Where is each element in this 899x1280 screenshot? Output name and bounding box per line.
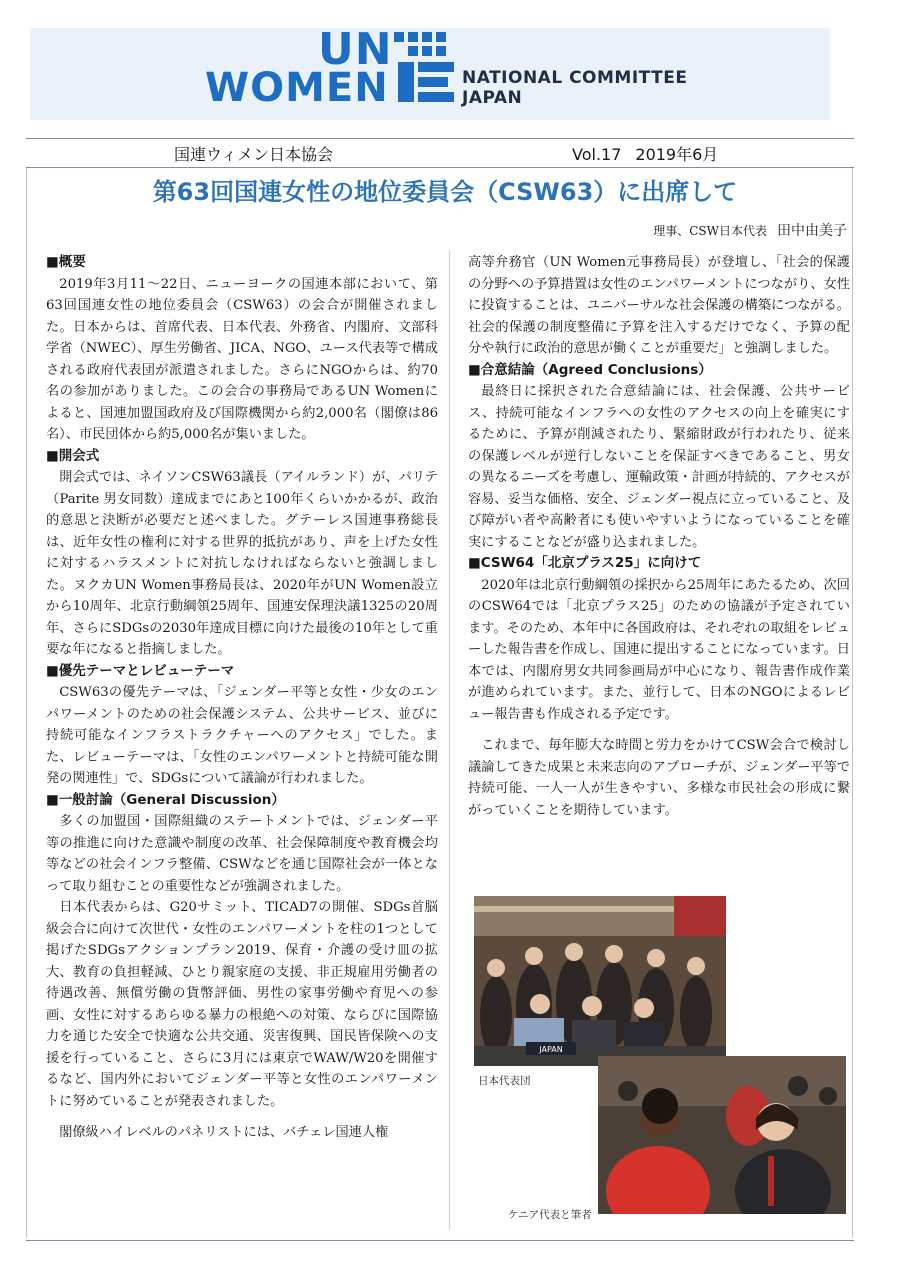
logo-women-text: WOMEN: [205, 65, 389, 111]
section-heading-general-discussion: ■一般討論（General Discussion）: [46, 791, 285, 808]
header-rule-top: [26, 138, 854, 139]
section-heading-themes: ■優先テーマとレビューテーマ: [46, 662, 235, 679]
japan-nameplate: JAPAN: [539, 1045, 563, 1054]
author-role: 理事、CSW日本代表: [653, 224, 767, 238]
paragraph-opening: 開会式では、ネイソンCSW63議長（アイルランド）が、パリテ（Parite 男女同数）達成までにあと100年くらいかかるが、政治的意思と決断が必要だと述べました。グテーレス国連事務総長は、近年女性の権利に対する世界的抵抗があり、声を上げた女性に対するハラスメントに対抗しなければならないと強調しました。ヌクカUN Women事務局長は、2020年がUN Women設立から10周年、北京行動綱領25周年、国連安保理決議1325の20周年、さらにSDGsの2030年達成目標に向けた最後の10年として重要な年になると指摘しました。: [46, 470, 438, 657]
paragraph-overview: 2019年3月11～22日、ニューヨークの国連本部において、第63回国連女性の地位委員会（CSW63）の会合が開催されました。日本からは、首席代表、日本代表、外務省、内閣府、文部科学省（NWEC）、厚生労働省、JICA、NGO、ユース代表等で構成される政府代表団が派遣されました。さらにNGOからは、約70名の参加がありました。この会合の事務局であるUN Womenによると、国連加盟国政府及び国際機関から約2,000名（閣僚は86名）、市民団体から約5,000名が集いました。: [46, 276, 438, 442]
frame-border-left: [26, 168, 27, 1238]
paragraph-bachelet: 高等弁務官（UN Women元事務局長）が登壇し、「社会的保護の分野への予算措置は女性のエンパワーメントにつながり、女性に投資することは、ユニバーサルな社会保護の構築につながる。社会的保護の制度整備に予算を注入するだけでなく、予算の配分や執行に政治的意思が働くことが重要だ」と強調しました。: [468, 255, 850, 356]
organization-name: 国連ウィメン日本協会: [174, 145, 334, 164]
volume-number: Vol.17: [572, 145, 622, 164]
footer-rule: [26, 1240, 854, 1241]
delegation-photo: [474, 896, 726, 1066]
paragraph-csw64-2: これまで、毎年膨大な時間と労力をかけてCSW会合で検討し議論してきた成果と未来志向のアプローチが、ジェンダー平等で持続可能、一人一人が生きやすい、多様な市民社会の形成に繋がっていくことを期待しています。: [468, 738, 850, 818]
kenya-caption: ケニア代表と筆者: [508, 1209, 592, 1221]
section-heading-agreed-conclusions: ■合意結論（Agreed Conclusions）: [468, 361, 712, 378]
un-women-emblem-icon: [394, 32, 458, 108]
left-column: [46, 252, 438, 1144]
logo-japan: JAPAN: [462, 88, 523, 108]
issue-info: [572, 145, 732, 165]
paragraph-general-1: 多くの加盟国・国際組織のステートメントでは、ジェンダー平等の推進に向けた意識や制度の改革、社会保障制度や教育機会均等などの社会インフラ整備、CSWなどを通じ国際社会が一体となって取り組むことの重要性などが強調されました。: [46, 814, 438, 894]
frame-border-right: [852, 168, 853, 1238]
column-divider: [449, 250, 450, 1230]
kenya-photo: [598, 1056, 846, 1214]
section-heading-overview: ■概要: [46, 254, 86, 270]
paragraph-agreed: 最終日に採択された合意結論には、社会保護、公共サービス、持続可能なインフラへの女性のアクセスの向上を確実にするために、予算が削減されたり、緊縮財政が行われたり、従来の保護レベルが逆行しないことを保証すべきであること、男女の異なるニーズを考慮し、運輸政策・計画が持続的、アクセスが容易、妥当な価格、安全、ジェンダー視点に立っていること、及び障がい者や高齢者にも使いやすいようになっていることを確実にすることなどが盛り込まれました。: [468, 384, 850, 550]
logo-un-text: UN: [318, 24, 393, 75]
paragraph-general-3: 閣僚級ハイレベルのパネリストには、バチェレ国連人権: [59, 1125, 389, 1140]
section-heading-opening: ■開会式: [46, 447, 100, 464]
header-rule-bottom: [26, 167, 854, 168]
right-column: [468, 252, 850, 821]
paragraph-general-2: 日本代表からは、G20サミット、TICAD7の開催、SDGs首脳級会合に向けて次世代・女性のエンパワーメントを柱の1つとして掲げたSDGsアクションプラン2019、保育・介護の受け皿の拡大、教育の負担軽減、ひとり親家庭の支援、非正規雇用労働者の待遇改善、無償労働の貨幣評価、男性の家事労働や育児への参画、女性に対するあらゆる暴力の根絶への対策、ならびに国際協力を通じた安全で快適な公共交通、災害復興、国民皆保険への支援を行っていること、さらに3月には東京でWAW/W20を開催するなど、国内外においてジェンダー平等と女性のエンパワーメントに努めていることが発表されました。: [46, 900, 438, 1109]
paragraph-themes: CSW63の優先テーマは、「ジェンダー平等と女性・少女のエンパワーメントのための社会保護システム、公共サービス、並びに持続可能なインフラストラクチャーへのアクセス」でした。また、レビューテーマは、「女性のエンパワーメントと持続可能な開発の関連性」で、SDGsについて議論が行われました。: [46, 685, 438, 786]
author-name: 田中由美子: [777, 223, 847, 239]
logo-national-committee: NATIONAL COMMITTEE: [462, 68, 688, 88]
paragraph-csw64-1: 2020年は北京行動綱領の採択から25周年にあたるため、次回のCSW64では「北京プラス25」のための協議が予定されています。そのため、本年中に各国政府は、それぞれの取組をレビューした報告書を作成し、国連に提出することになっています。日本では、内閣府男女共同参画局が中心になり、報告書作成作業が進められています。また、並行して、日本のNGOによるレビュー報告書も作成される予定です。: [468, 577, 850, 722]
delegation-caption: 日本代表団: [478, 1075, 531, 1087]
issue-date: 2019年6月: [635, 145, 719, 164]
section-heading-csw64: ■CSW64「北京プラス25」に向けて: [468, 555, 702, 571]
byline: [653, 221, 847, 241]
article-title: 第63回国連女性の地位委員会（CSW63）に出席して: [152, 178, 738, 206]
